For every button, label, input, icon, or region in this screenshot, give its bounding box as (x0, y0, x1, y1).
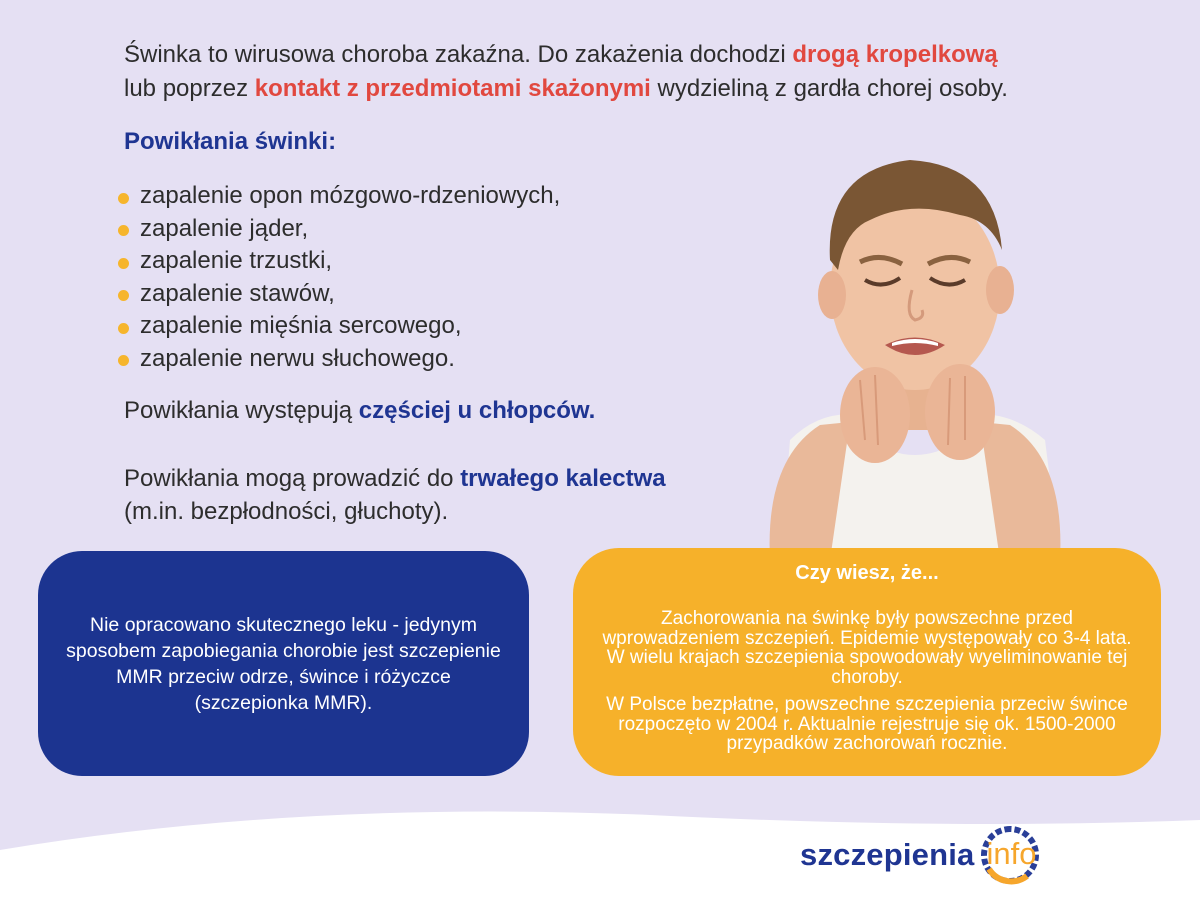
disability-note-line-1 (124, 462, 666, 495)
logo-wordmark: szczepienia (800, 837, 975, 872)
szczepienia-info-logo (800, 820, 1041, 890)
list-item (118, 180, 560, 213)
bullet-icon (118, 258, 129, 269)
list-item (118, 213, 560, 246)
intro-line-2-text: lub poprzez (124, 75, 255, 102)
prevention-box (38, 551, 529, 776)
list-item-text: zapalenie nerwu słuchowego. (140, 344, 455, 372)
disability-note-highlight: trwałego kalectwa (460, 465, 666, 492)
did-you-know-box (573, 548, 1161, 776)
intro-line-2 (124, 72, 1164, 106)
bullet-icon (118, 290, 129, 301)
bullet-icon (118, 193, 129, 204)
list-item (118, 245, 560, 278)
bullet-icon (118, 355, 129, 366)
disability-note (124, 462, 666, 528)
intro-line-1-text: Świnka to wirusowa choroba zakaźna. Do zakażenia dochodzi (124, 41, 793, 68)
child-ear-left (818, 271, 846, 319)
boys-note (124, 397, 595, 425)
list-item (118, 343, 560, 376)
intro-text (124, 38, 1164, 106)
list-item (118, 278, 560, 311)
boys-note-highlight: częściej u chłopców. (358, 397, 596, 424)
bullet-icon (118, 323, 129, 334)
logo-ring-icon (979, 824, 1041, 886)
bullet-icon (118, 225, 129, 236)
list-item-text: zapalenie opon mózgowo-rdzeniowych, (140, 182, 561, 209)
disability-note-line-2: (m.in. bezpłodności, głuchoty). (124, 498, 449, 525)
prevention-text: Nie opracowano skutecznego leku - jedynym sposobem zapobiegania chorobie jest szczepienie MMR przeciw odrze, śwince i różyczce (szczepionka MMR). (66, 613, 501, 714)
complications-heading: Powikłania świnki: (124, 128, 337, 155)
child-ear-right (986, 266, 1014, 314)
list-item-text: zapalenie jąder, (140, 214, 309, 242)
child-photo (760, 140, 1070, 560)
child-hand-right (925, 364, 995, 460)
disability-note-text: Powikłania mogą prowadzić do (124, 465, 461, 492)
list-item-text: zapalenie trzustki, (140, 247, 333, 274)
intro-highlight-droplet: drogą kropelkową (792, 41, 998, 68)
list-item-text: zapalenie stawów, (140, 279, 335, 307)
intro-highlight-contact: kontakt z przedmiotami skażonymi (254, 75, 651, 102)
complications-list (118, 180, 560, 375)
boys-note-text: Powikłania występują (124, 397, 359, 424)
logo-info-text: info (986, 836, 1037, 871)
intro-line-2-end: wydzieliną z gardła chorej osoby. (650, 75, 1008, 102)
intro-line-1 (124, 38, 1164, 72)
list-item-text: zapalenie mięśnia sercowego, (140, 312, 462, 339)
did-you-know-title: Czy wiesz, że... (795, 562, 939, 584)
did-you-know-paragraph-2: W Polsce bezpłatne, powszechne szczepienia przeciw śwince rozpoczęto w 2004 r. Aktualnie rejestruje się ok. 1500-2000 przypadków zachorowań rocznie. (606, 694, 1128, 754)
list-item (118, 310, 560, 343)
did-you-know-paragraph-1: Zachorowania na świnkę były powszechne przed wprowadzeniem szczepień. Epidemie występowały co 3-4 lata. W wielu krajach szczepienia spowodowały wyeliminowanie tej choroby. (602, 608, 1132, 688)
